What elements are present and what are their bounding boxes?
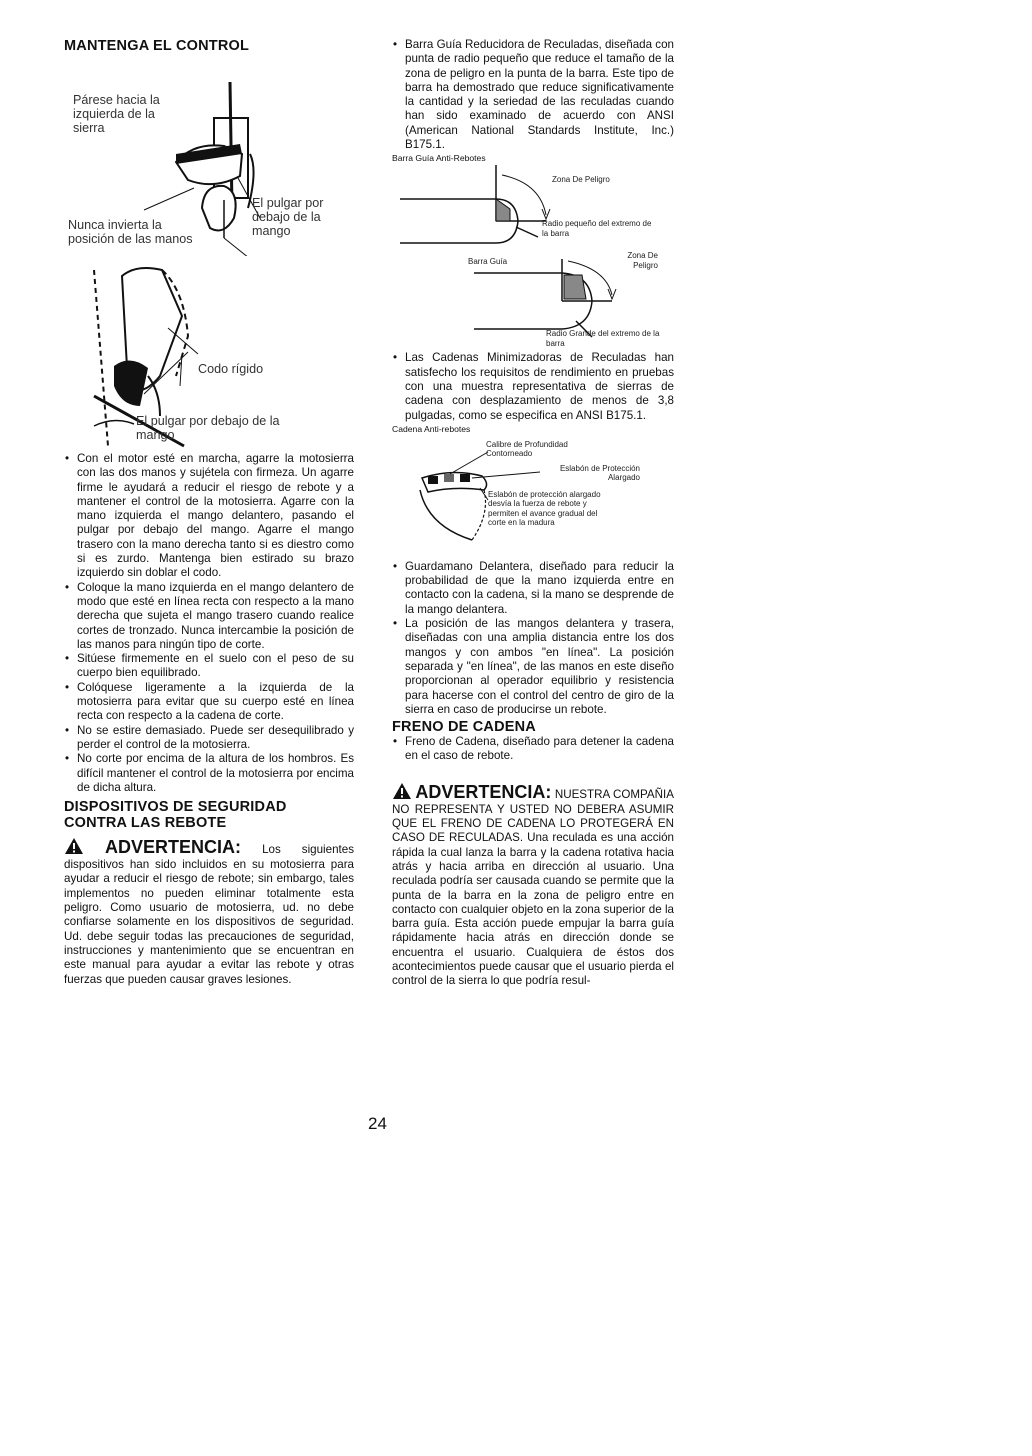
label-stand-left: Párese hacia la izquierda de la sierra (73, 93, 160, 135)
list-item: • Las Cadenas Minimizadoras de Reculadas han satisfecho los requisitos de rendimiento en pruebas con una muestra representativa de sierras de cadena con desplazamiento de menos de 3,8 pulgadas, como se especifica en ANSI B175.1. (392, 351, 674, 422)
list-item: • No corte por encima de la altura de los hombros. Es difícil mantener el control de la motosierra por encima de dicha altura. (64, 752, 354, 795)
list-item: • No se estire demasiado. Puede ser desequilibrado y perder el control de la motosierra. (64, 724, 354, 753)
label-small-radius: Radio pequeño del extremo de la barra (542, 219, 652, 238)
heading-chain-brake: FRENO DE CADENA (392, 719, 536, 736)
warning-triangle-icon (64, 837, 84, 855)
warning-text: Una reculada es una acción rápida la cual lanza la barra y la cadena rotativa hacia atrás y hacia arriba en dirección al usuario. Una reculada podría ser causada cuando se permite que la punta de la barra en la zona de peligro entre en contacto con cualquier objeto en la zona superior de la barra guía. Esta acción puede empujar la barra guía rápidamente hacia atrás en dirección donde se encuentra el usuario. Cualquiera de éstos dos acontecimientos puede causar que el usuario pierda el control de la sierra lo que podría resul- (392, 831, 674, 988)
warning-lead: NUESTRA COMPAÑIA NO REPRESENTA Y USTED NO DEBERA ASUMIR QUE EL FRENO DE CADENA LO PROTEGERÁ EN CASO DE RECULADAS. (392, 787, 674, 845)
list-item: • Freno de Cadena, diseñado para detener la cadena en el caso de rebote. (392, 735, 674, 764)
label-guide-bar: Barra Guía (468, 257, 508, 267)
figure-chain (392, 434, 674, 560)
warning-block-left (64, 837, 354, 987)
warning-title: ADVERTENCIA: (415, 781, 552, 802)
list-item: • Barra Guía Reducidora de Reculadas, diseñada con punta de radio pequeño que reduce el tamaño de la zona de peligro en la punta de la barra. Este tipo de barra ha demostrado que reduce significativamente la cantidad y la seriedad de las reculadas cuando han sido examinado de acuerdo con ANSI (American National Standards Institute, Inc.) B175.1. (392, 38, 674, 152)
page-number: 24 (368, 1114, 387, 1133)
label-thumb-under: El pulgar por debajo de la mango (252, 196, 324, 238)
bar-bullet-list (392, 38, 674, 152)
figure-hand-position (64, 58, 354, 256)
label-depth-gauge: Calibre de Profundidad Contorneado (486, 439, 568, 459)
label-stiff-elbow: Codo rígido (198, 362, 264, 376)
brake-bullet-list (392, 735, 674, 764)
list-item: • Con el motor esté en marcha, agarre la motosierra con las dos manos y sujétela con firmeza. Un agarre firme le ayudará a reducir el riesgo de rebote y a mantener el control de la motosierra. Agarre con la mano izquierda el mango delantero, pasando el pulgar por debajo del mango. Agarre el mango trasero con la mano derecha tanto si es diestro como si es zurdo. Mantenga bien estirado su brazo izquierdo sin doblar el codo. (64, 452, 354, 581)
caption-anti-kickback-chain: Cadena Anti-rebotes (392, 423, 471, 434)
list-item: • Coloque la mano izquierda en el mango delantero de modo que esté en línea recta con respecto a la mano derecha que sujeta el mango trasero cuando realice cortes de tronzado. Nunca intercambie la posición de las manos para ningún tipo de corte. (64, 581, 354, 652)
label-large-radius: Radio Grande del extremo de la barra (546, 329, 660, 348)
label-never-invert: Nunca invierta la posición de las manos (68, 218, 193, 246)
heading-safety-devices: DISPOSITIVOS DE SEGURIDAD CONTRA LAS REBOTE (64, 799, 287, 832)
figure-guide-bar (392, 163, 674, 351)
label-danger-zone-1: Zona De Peligro (552, 175, 610, 185)
warning-text: Los siguientes dispositivos han sido incluidos en su motosierra para ayudar a reducir el riesgo de rebote; sin embargo, tales implementos no pueden eliminar totalmente esta peligro. Como usuario de motosierra, ud. no debe confiarse solamente en los dispositivos de seguridad. Ud. debe seguir todas las precauciones de seguridad, instrucciones y mantenimiento que se encuentran en este manual para ayudar a evitar las rebote y otras fuerzas que pueden causar graves lesiones. (64, 843, 354, 986)
label-danger-zone-2: Zona De Peligro (627, 251, 658, 270)
heading-control: MANTENGA EL CONTROL (64, 38, 250, 54)
label-guard-link-desc: Eslabón de protección alargado desvía la fuerza de rebote y permiten el avance gradual del corte en la madura (488, 489, 601, 528)
handle-bullet-list (392, 560, 674, 717)
label-thumb-under-2: El pulgar por debajo de la mango (136, 414, 280, 442)
left-column (64, 38, 354, 987)
warning-block-right (392, 782, 674, 989)
warning-title: ADVERTENCIA: (105, 837, 242, 858)
right-column (392, 38, 674, 989)
list-item: • La posición de las mangos delantera y trasera, diseñadas con una amplia distancia entre los dos mangos y con ambos "en línea". La posición separada y "en línea", de las manos en este diseño proporcionan al operador equilibrio y resistencia para hacerse con el control del centro de giro de la sierra en caso de producirse un rebote. (392, 617, 674, 717)
caption-anti-kickback-bar: Barra Guía Anti-Rebotes (392, 153, 486, 164)
list-item: • Colóquese ligeramente a la izquierda de la motosierra para evitar que su cuerpo esté en línea recta con respecto a la cadena de corte. (64, 681, 354, 724)
control-bullet-list (64, 452, 354, 795)
warning-triangle-icon (392, 782, 412, 800)
list-item: • Sitúese firmemente en el suelo con el peso de su cuerpo bien equilibrado. (64, 652, 354, 681)
label-guard-link: Eslabón de Protección Alargado (559, 463, 640, 483)
figure-stiff-elbow (64, 256, 354, 452)
list-item: • Guardamano Delantera, diseñado para reducir la probabilidad de que la mano izquierda entre en contacto con la cadena, si la mano se desprende de la mango delantera. (392, 560, 674, 617)
chain-bullet-list (392, 351, 674, 422)
